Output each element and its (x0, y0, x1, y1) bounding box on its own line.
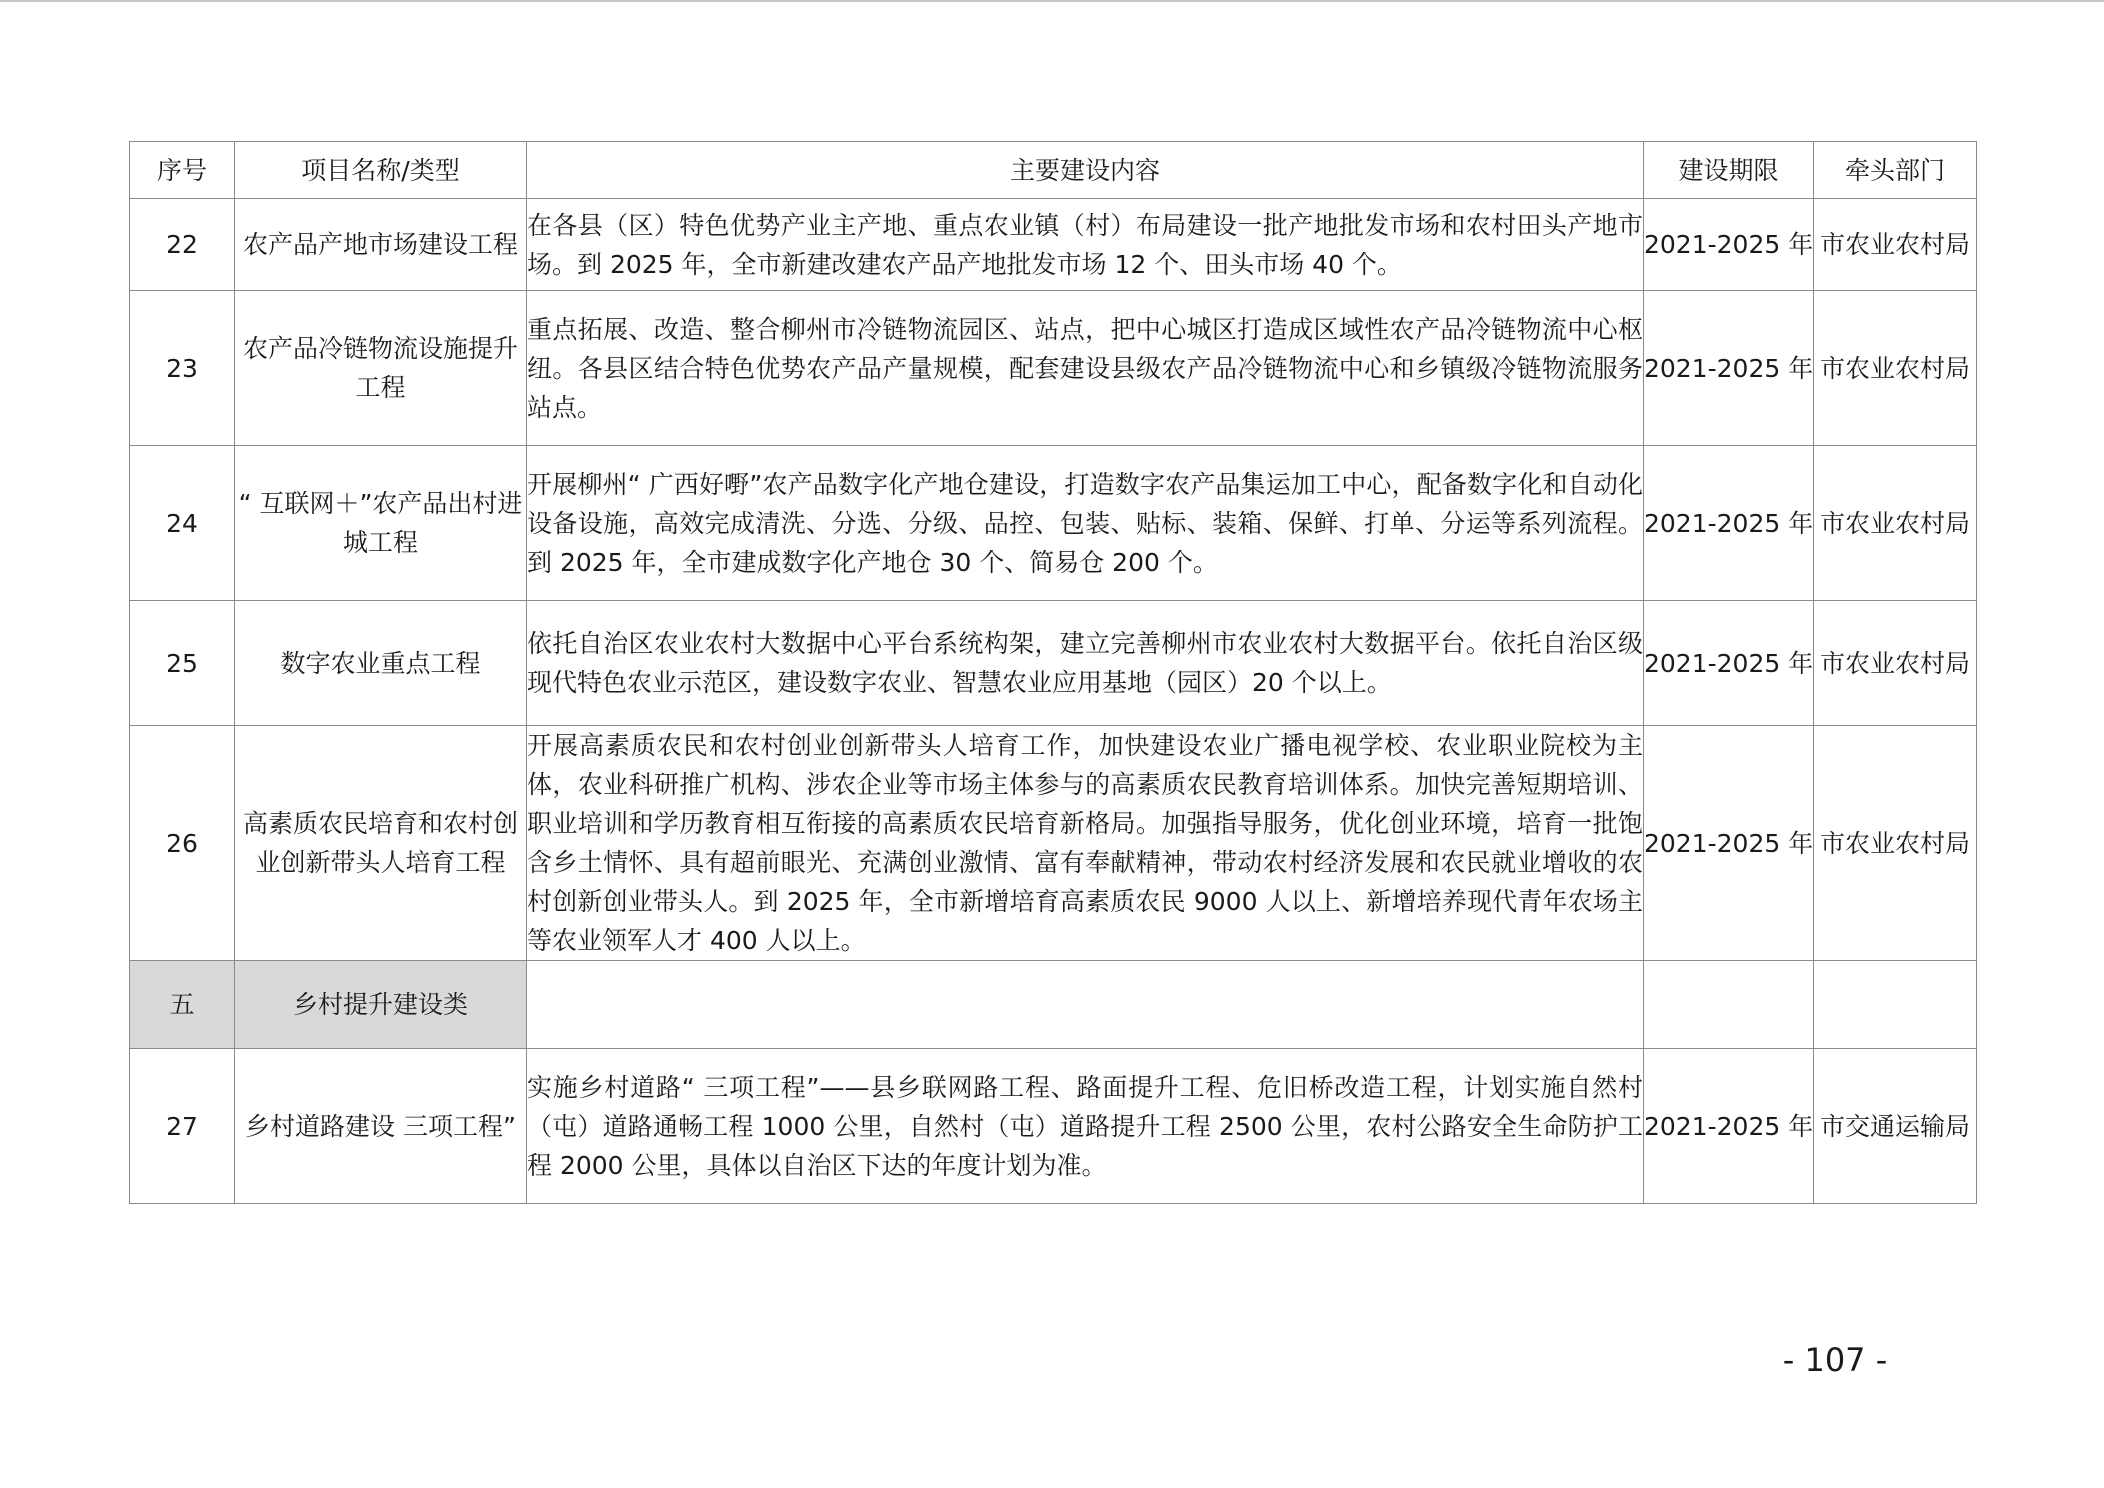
row-name: “ 互联网＋”农产品出村进城工程 (235, 446, 527, 601)
row-dept: 市农业农村局 (1814, 291, 1977, 446)
row-name: 农产品产地市场建设工程 (235, 199, 527, 291)
row-no: 26 (130, 726, 235, 961)
row-no: 22 (130, 199, 235, 291)
row-no: 27 (130, 1049, 235, 1204)
row-dept: 市农业农村局 (1814, 199, 1977, 291)
section-empty-cell (1814, 961, 1977, 1049)
row-name: 高素质农民培育和农村创业创新带头人培育工程 (235, 726, 527, 961)
table-row (130, 726, 1977, 961)
header-content: 主要建设内容 (527, 142, 1644, 199)
section-empty-cell (527, 961, 1644, 1049)
table-header-row (130, 142, 1977, 199)
row-period: 2021-2025 年 (1644, 601, 1814, 726)
row-period: 2021-2025 年 (1644, 446, 1814, 601)
row-content: 依托自治区农业农村大数据中心平台系统构架，建立完善柳州市农业农村大数据平台。依托自治区级现代特色农业示范区，建设数字农业、智慧农业应用基地（园区）20 个以上。 (527, 601, 1644, 726)
header-period: 建设期限 (1644, 142, 1814, 199)
project-table (129, 141, 1977, 1204)
section-name: 乡村提升建设类 (235, 961, 527, 1049)
section-row (130, 961, 1977, 1049)
table-row (130, 446, 1977, 601)
row-no: 24 (130, 446, 235, 601)
row-dept: 市交通运输局 (1814, 1049, 1977, 1204)
row-dept: 市农业农村局 (1814, 726, 1977, 961)
table-row (130, 1049, 1977, 1204)
page-number: - 107 - (1782, 1341, 1888, 1379)
row-no: 25 (130, 601, 235, 726)
row-name: 乡村道路建设 三项工程” (235, 1049, 527, 1204)
row-period: 2021-2025 年 (1644, 1049, 1814, 1204)
table-row (130, 601, 1977, 726)
header-dept: 牵头部门 (1814, 142, 1977, 199)
row-name: 农产品冷链物流设施提升工程 (235, 291, 527, 446)
row-content: 实施乡村道路“ 三项工程”——县乡联网路工程、路面提升工程、危旧桥改造工程，计划实施自然村（屯）道路通畅工程 1000 公里，自然村（屯）道路提升工程 2500 公里，农村公路安全生命防护工程 2000 公里，具体以自治区下达的年度计划为准。 (527, 1049, 1644, 1204)
table-row (130, 199, 1977, 291)
header-no: 序号 (130, 142, 235, 199)
row-period: 2021-2025 年 (1644, 291, 1814, 446)
row-period: 2021-2025 年 (1644, 726, 1814, 961)
row-period: 2021-2025 年 (1644, 199, 1814, 291)
row-name: 数字农业重点工程 (235, 601, 527, 726)
section-empty-cell (1644, 961, 1814, 1049)
row-dept: 市农业农村局 (1814, 446, 1977, 601)
row-no: 23 (130, 291, 235, 446)
section-no: 五 (130, 961, 235, 1049)
row-content: 在各县（区）特色优势产业主产地、重点农业镇（村）布局建设一批产地批发市场和农村田头产地市场。到 2025 年，全市新建改建农产品产地批发市场 12 个、田头市场 40 个。 (527, 199, 1644, 291)
table-row (130, 291, 1977, 446)
row-content: 开展柳州“ 广西好嘢”农产品数字化产地仓建设，打造数字农产品集运加工中心，配备数字化和自动化设备设施，高效完成清洗、分选、分级、品控、包装、贴标、装箱、保鲜、打单、分运等系列流程。到 2025 年，全市建成数字化产地仓 30 个、简易仓 200 个。 (527, 446, 1644, 601)
header-name: 项目名称/类型 (235, 142, 527, 199)
row-content: 开展高素质农民和农村创业创新带头人培育工作，加快建设农业广播电视学校、农业职业院校为主体，农业科研推广机构、涉农企业等市场主体参与的高素质农民教育培训体系。加快完善短期培训、职业培训和学历教育相互衔接的高素质农民培育新格局。加强指导服务，优化创业环境，培育一批饱含乡土情怀、具有超前眼光、充满创业激情、富有奉献精神，带动农村经济发展和农民就业增收的农村创新创业带头人。到 2025 年，全市新增培育高素质农民 9000 人以上、新增培养现代青年农场主等农业领军人才 400 人以上。 (527, 726, 1644, 961)
row-content: 重点拓展、改造、整合柳州市冷链物流园区、站点，把中心城区打造成区域性农产品冷链物流中心枢纽。各县区结合特色优势农产品产量规模，配套建设县级农产品冷链物流中心和乡镇级冷链物流服务站点。 (527, 291, 1644, 446)
row-dept: 市农业农村局 (1814, 601, 1977, 726)
top-rule (0, 0, 2104, 2)
